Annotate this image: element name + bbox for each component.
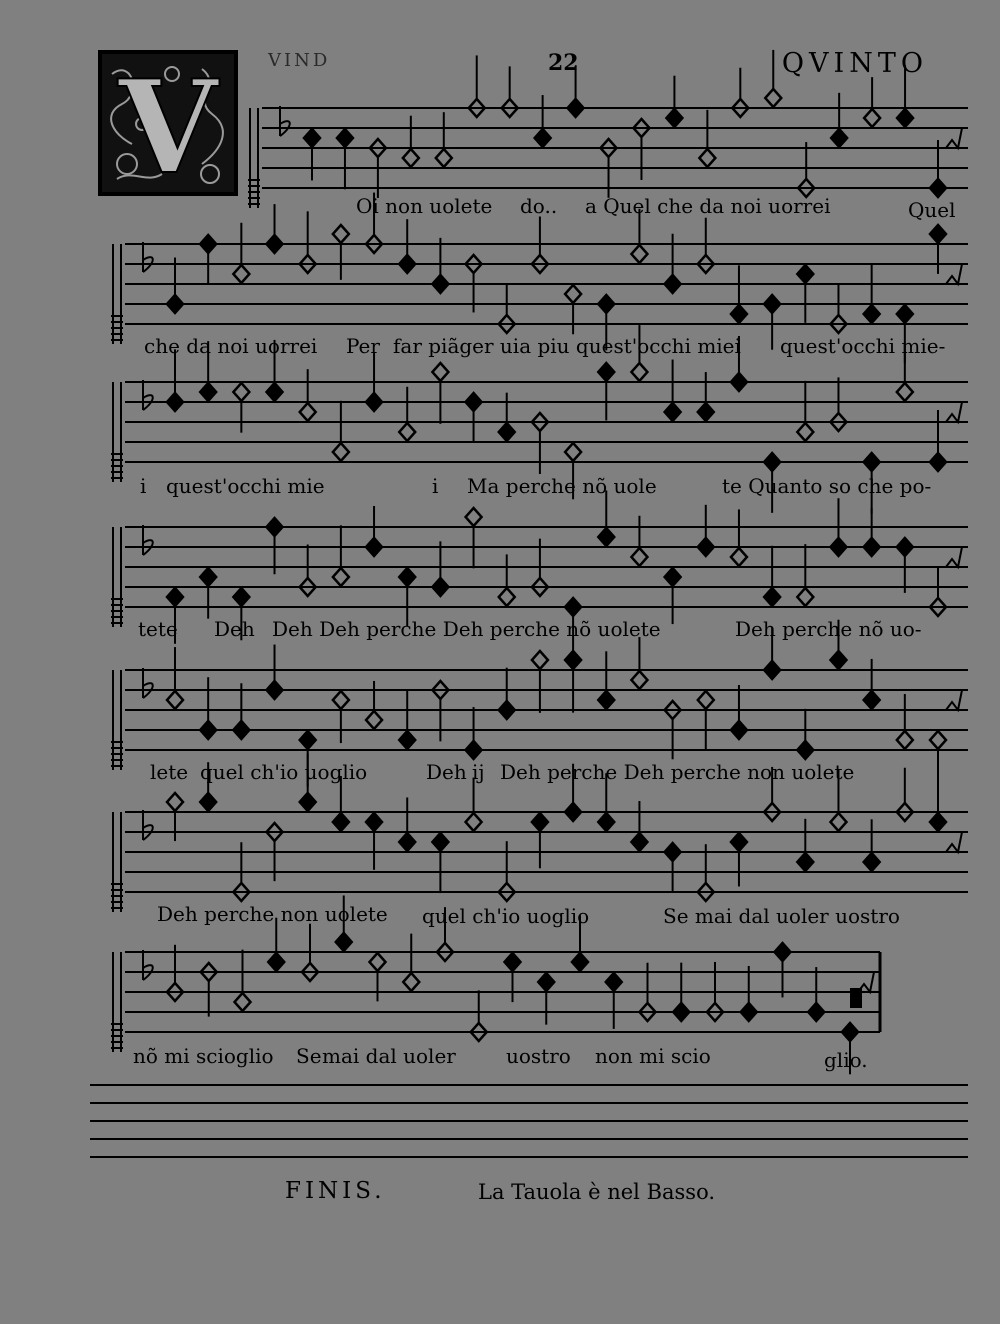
note — [631, 637, 647, 689]
note — [337, 129, 353, 189]
lyric: non mi scio — [595, 1044, 711, 1068]
lyric: do.. — [520, 194, 558, 218]
lyric: Deh — [214, 617, 255, 641]
lyric: Oi non uolete — [356, 194, 493, 218]
note — [830, 285, 846, 333]
lyric: quel ch'io uoglio — [422, 904, 590, 928]
note — [366, 681, 382, 729]
note — [930, 567, 946, 616]
note — [366, 813, 382, 870]
note — [797, 709, 813, 759]
note — [698, 372, 714, 421]
note — [897, 694, 913, 749]
note — [631, 801, 647, 851]
note — [732, 68, 748, 117]
note — [432, 238, 448, 293]
finis-label: FINIS. — [285, 1178, 386, 1204]
note — [930, 225, 946, 274]
lyric: i — [432, 474, 439, 498]
note — [333, 525, 349, 586]
note — [775, 943, 791, 997]
note — [864, 819, 880, 871]
note — [167, 349, 183, 411]
note — [731, 509, 747, 566]
music-system-5 — [0, 648, 1000, 784]
staff-1 — [0, 80, 1000, 210]
page-number: 22 — [548, 50, 579, 76]
lyric: Deh perche nõ uo- — [735, 617, 922, 641]
note — [535, 95, 551, 147]
table-note: La Tauola è nel Basso. — [478, 1180, 716, 1204]
note — [502, 66, 518, 117]
note — [499, 284, 515, 333]
note — [471, 990, 487, 1041]
note — [466, 393, 482, 442]
note — [466, 707, 482, 759]
custos-mark — [946, 690, 962, 710]
note — [233, 383, 249, 433]
lyric: Deh perche Deh perche non uolete — [500, 760, 855, 784]
note — [300, 544, 316, 596]
final-long-note — [850, 988, 862, 1008]
note — [466, 778, 482, 831]
note — [267, 204, 283, 253]
note — [831, 93, 847, 147]
note — [167, 793, 183, 841]
lyric: a Quel che da noi uorrei — [585, 194, 831, 218]
note — [300, 369, 316, 421]
note — [698, 505, 714, 556]
lyric: quel ch'io uoglio — [200, 760, 368, 784]
lyric: Deh — [426, 760, 467, 784]
empty-staff — [0, 1075, 1000, 1165]
note — [532, 813, 548, 868]
note — [764, 295, 780, 350]
custos-mark — [946, 832, 962, 852]
note — [499, 393, 515, 441]
note — [532, 651, 548, 713]
note — [399, 219, 415, 273]
note — [403, 116, 419, 167]
staff-empty — [0, 1075, 1000, 1165]
staff-2 — [0, 222, 1000, 352]
note — [897, 538, 913, 593]
part-name: QVINTO — [781, 48, 928, 79]
note — [666, 76, 682, 127]
note — [267, 645, 283, 699]
note — [565, 285, 581, 334]
note — [466, 508, 482, 568]
note — [432, 833, 448, 893]
note — [731, 833, 747, 886]
lyric: Deh perche non uolete — [157, 902, 388, 926]
lyric: lete — [150, 760, 189, 784]
note — [399, 387, 415, 441]
note — [499, 668, 515, 719]
staff-3 — [0, 362, 1000, 492]
music-system-7 — [0, 930, 1000, 1070]
note — [698, 691, 714, 750]
note — [797, 544, 813, 606]
note — [808, 967, 824, 1021]
note — [200, 235, 216, 284]
header-left-text: VIND — [268, 50, 331, 71]
lyric: Ma perche nõ uole — [467, 474, 657, 498]
note — [665, 360, 681, 421]
custos-mark — [946, 547, 962, 567]
staff-6 — [0, 790, 1000, 920]
staff-5 — [0, 648, 1000, 778]
lyric: glio. — [824, 1048, 868, 1072]
music-system-6 — [0, 790, 1000, 928]
note — [699, 110, 715, 167]
note — [864, 659, 880, 709]
note — [333, 401, 349, 461]
note — [864, 77, 880, 127]
note — [499, 554, 515, 606]
note — [235, 950, 251, 1011]
note — [432, 363, 448, 424]
lyric: nõ mi scioglio — [133, 1044, 274, 1068]
note — [930, 410, 946, 471]
note — [741, 966, 757, 1021]
note — [598, 363, 614, 420]
lyric: Per — [346, 334, 380, 358]
note — [930, 777, 946, 831]
note — [731, 685, 747, 739]
note — [797, 265, 813, 323]
note — [565, 651, 581, 713]
note — [167, 647, 183, 709]
lyric: tete — [138, 617, 178, 641]
music-system-2 — [0, 222, 1000, 358]
note — [631, 516, 647, 566]
note — [606, 973, 622, 1029]
lyric: quest'occhi mie- — [780, 334, 946, 358]
note — [200, 568, 216, 619]
lyric: uostro — [506, 1044, 571, 1068]
lyric: ij — [472, 760, 485, 784]
note — [167, 258, 183, 313]
note — [304, 129, 320, 180]
note — [432, 541, 448, 596]
note — [366, 506, 382, 556]
lyric: Quel — [908, 198, 956, 222]
lyric: quest'occhi mie — [166, 474, 325, 498]
music-system-3 — [0, 362, 1000, 498]
lyric: Se mai dal uoler uostro — [663, 904, 900, 928]
note — [436, 112, 452, 167]
lyric: Se — [296, 1044, 322, 1068]
note — [797, 381, 813, 441]
lyric: far piãger uia piu quest'occhi miei — [393, 334, 741, 358]
custos-mark — [946, 128, 962, 148]
note — [598, 651, 614, 709]
note — [370, 953, 386, 1001]
note — [403, 934, 419, 991]
initial-letter: V — [118, 54, 218, 192]
note — [864, 264, 880, 323]
note — [598, 490, 614, 546]
note — [731, 265, 747, 323]
note — [864, 508, 880, 556]
note — [665, 568, 681, 624]
note — [233, 223, 249, 283]
lyric: mai dal uoler — [322, 1044, 456, 1068]
lyric: Deh Deh perche Deh perche nõ uolete — [272, 617, 661, 641]
note — [538, 973, 554, 1025]
music-system-4 — [0, 505, 1000, 641]
note — [333, 225, 349, 280]
note — [505, 953, 521, 1002]
note — [665, 843, 681, 893]
music-system-1 — [0, 80, 1000, 222]
note — [333, 691, 349, 743]
note — [765, 50, 781, 107]
lyric: te Quanto so che po- — [722, 474, 932, 498]
note — [764, 546, 780, 606]
note — [233, 683, 249, 739]
custos-mark — [946, 264, 962, 284]
note — [200, 677, 216, 739]
lyric: i — [140, 474, 147, 498]
lyric: che da noi uorrei — [144, 334, 318, 358]
staff-4 — [0, 505, 1000, 635]
note — [333, 776, 349, 831]
note — [399, 691, 415, 749]
note — [797, 819, 813, 871]
custos-mark — [946, 402, 962, 422]
note — [399, 797, 415, 851]
